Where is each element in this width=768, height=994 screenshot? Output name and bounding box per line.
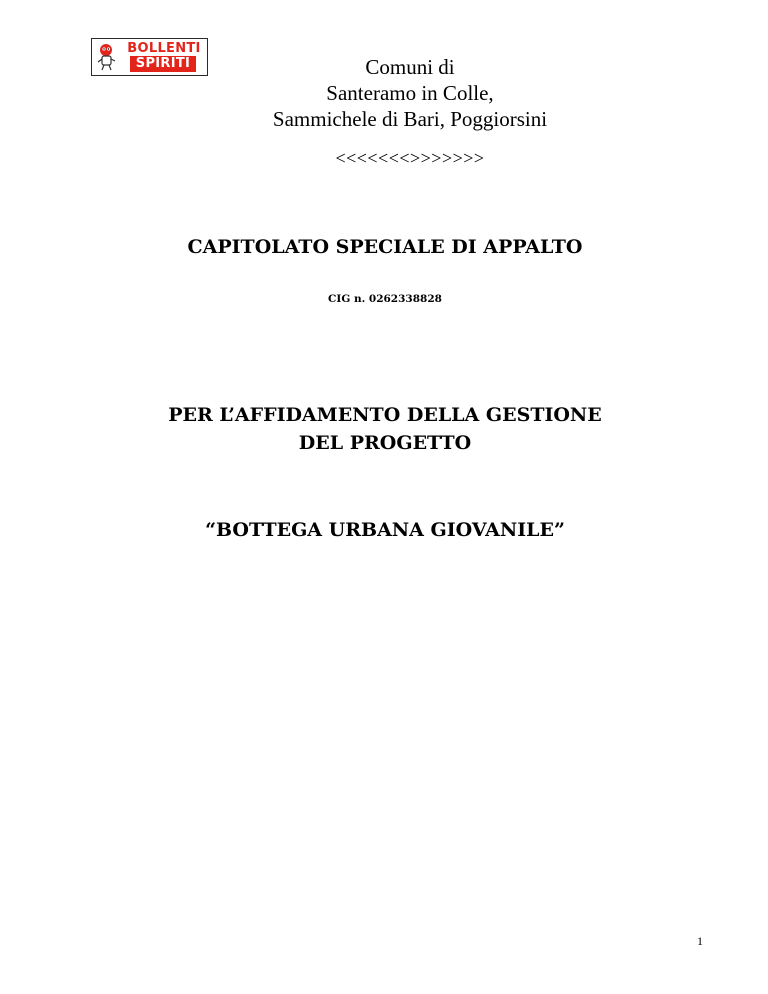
logo-text-bottom: SPIRITI — [130, 56, 196, 72]
subtitle-line-2: DEL PROGETTO — [298, 432, 472, 454]
header-line-2: Santeramo in Colle, — [326, 81, 494, 105]
logo-text-top: BOLLENTI — [127, 41, 201, 56]
document-subtitle — [60, 401, 710, 457]
cartoon-mascot-icon — [96, 42, 122, 72]
subtitle-line-1: PER L’AFFIDAMENTO DELLA GESTIONE — [168, 404, 602, 426]
municipalities-header — [160, 54, 660, 132]
page-number: 1 — [697, 934, 703, 948]
header-line-3: Sammichele di Bari, Poggiorsini — [272, 107, 548, 131]
header-separator: <<<<<<<>>>>>>> — [335, 148, 485, 168]
document-title: CAPITOLATO SPECIALE DI APPALTO — [187, 236, 583, 258]
project-name: “BOTTEGA URBANA GIOVANILE” — [205, 519, 565, 541]
cig-code: CIG n. 0262338828 — [328, 293, 442, 305]
header-line-1: Comuni di — [365, 55, 455, 79]
